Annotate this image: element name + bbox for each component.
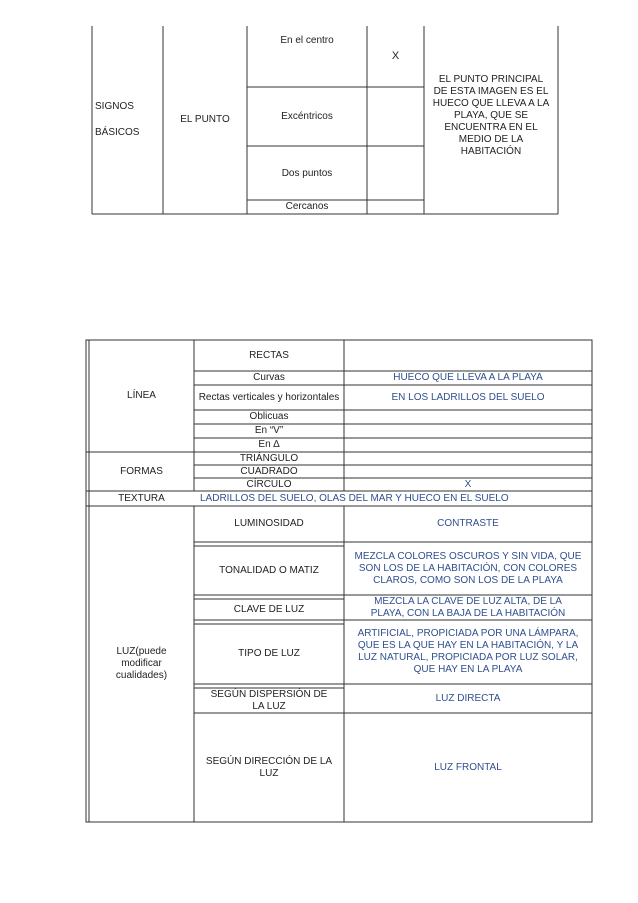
formas-label: FORMAS [120, 465, 163, 477]
luz-label: LUZ(puede modificar cualidades) [115, 646, 168, 681]
row-rectas-verticales: Rectas verticales y horizontales [198, 391, 340, 403]
el-punto-label: EL PUNTO [180, 114, 230, 125]
table-1-description: EL PUNTO PRINCIPAL DE ESTA IMAGEN ES EL HUECO QUE LLEVA A LA PLAYA, QUE SE ENCUENTRA EN EL MEDIO DE LA HABITACIÓN [432, 74, 550, 157]
row-rectas: RECTAS [249, 349, 289, 361]
row-excentricos: Excéntricos [281, 110, 333, 122]
row-direccion: SEGÚN DIRECCIÓN DE LA LUZ [205, 755, 333, 779]
row-cercanos: Cercanos [285, 201, 329, 212]
row-dispersion: SEGÚN DISPERSIÓN DE LA LUZ [210, 688, 328, 712]
textura-label: TEXTURA [118, 492, 165, 504]
value-tipo-de-luz: ARTIFICIAL, PROPICIADA POR UNA LÁMPARA, QUE ES LA QUE HAY EN LA HABITACIÓN, Y LA LUZ NATURAL, PROPICIADA POR LUZ SOLAR, QUE HAY EN LA PLAYA [357, 628, 579, 675]
row-tonalidad: TONALIDAD O MATIZ [219, 564, 319, 576]
row-en-delta: En ∆ [258, 439, 280, 450]
row-dos-puntos: Dos puntos [281, 168, 333, 179]
linea-label: LÍNEA [127, 390, 156, 401]
basicos-label: BÁSICOS [95, 127, 140, 138]
value-tonalidad: MEZCLA COLORES OSCUROS Y SIN VIDA, QUE SON LOS DE LA HABITACIÓN, CON COLORES CLAROS, COMO SON LOS DE LA PLAYA [354, 550, 582, 586]
value-clave-de-luz: MEZCLA LA CLAVE DE LUZ ALTA, DE LA PLAYA, CON LA BAJA DE LA HABITACIÓN [370, 595, 566, 619]
value-curvas: HUECO QUE LLEVA A LA PLAYA [393, 372, 543, 383]
row-en-v: En “V” [254, 425, 284, 436]
value-direccion: LUZ FRONTAL [434, 761, 502, 773]
mark-en-el-centro: X [391, 50, 400, 62]
row-circulo: CÍRCULO [246, 478, 292, 490]
value-rectas-verticales: EN LOS LADRILLOS DEL SUELO [391, 391, 545, 403]
row-en-el-centro: En el centro [280, 35, 334, 46]
value-dispersion: LUZ DIRECTA [435, 692, 501, 704]
textura-value: LADRILLOS DEL SUELO, OLAS DEL MAR Y HUECO EN EL SUELO [200, 492, 509, 504]
row-curvas: Curvas [253, 372, 285, 383]
row-oblicuas: Oblicuas [249, 411, 289, 422]
signos-label: SIGNOS [95, 101, 134, 112]
row-cuadrado: CUADRADO [240, 465, 298, 477]
row-luminosidad: LUMINOSIDAD [234, 518, 304, 529]
row-tipo-de-luz: TIPO DE LUZ [238, 648, 300, 659]
value-luminosidad: CONTRASTE [437, 518, 499, 529]
mark-circulo: X [464, 478, 472, 490]
row-clave-de-luz: CLAVE DE LUZ [233, 603, 305, 615]
row-triangulo: TRIÁNGULO [239, 452, 299, 464]
